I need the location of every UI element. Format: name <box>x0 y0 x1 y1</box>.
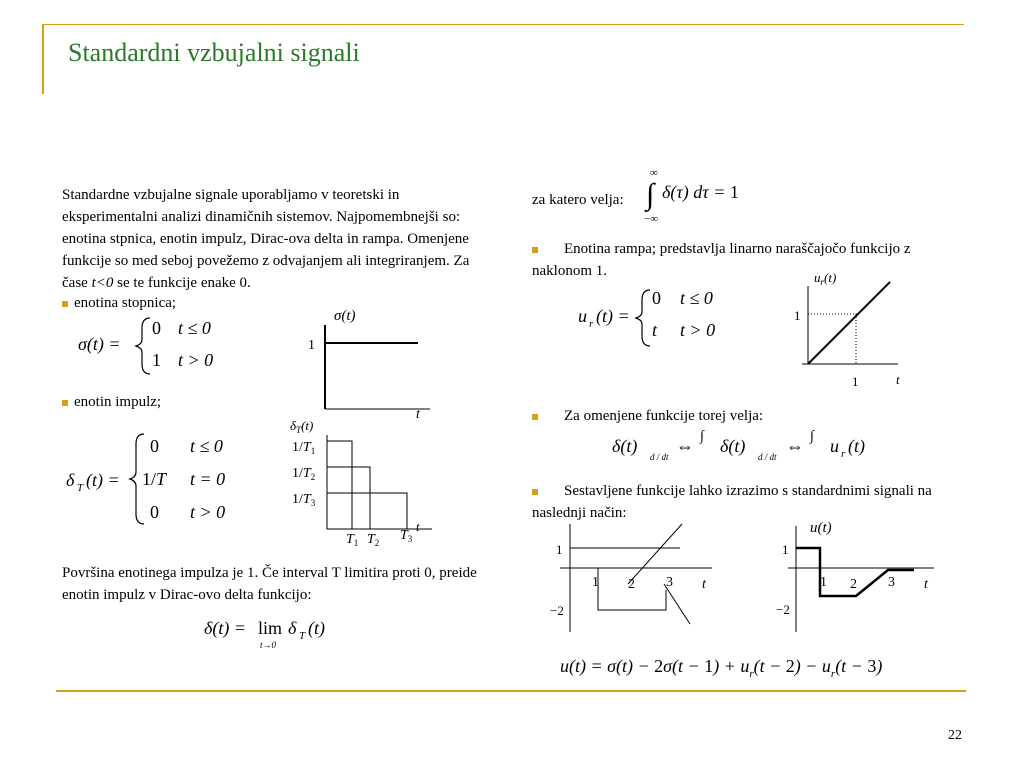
svg-text:0: 0 <box>652 288 661 308</box>
delta-limit-formula <box>200 612 350 652</box>
step-graph <box>300 305 440 420</box>
svg-text:t: t <box>924 577 928 592</box>
area-paragraph: Površina enotinega impulza je 1. Če interval T limitira proti 0, preide enotin impulz v Dirac-ovo delta funkcijo: <box>62 565 477 603</box>
svg-text:δ(t): δ(t) <box>612 436 638 456</box>
svg-text:t: t <box>652 320 658 340</box>
svg-text:1: 1 <box>820 575 827 590</box>
step-definition <box>72 312 252 376</box>
svg-text:0: 0 <box>150 502 159 522</box>
svg-text:(t): (t) <box>848 436 865 456</box>
intro-end: se te funkcije enake 0. <box>117 275 251 291</box>
ramp-definition <box>576 284 746 348</box>
square-bullet-icon <box>532 247 538 253</box>
accent-bottom-rule <box>56 690 966 692</box>
svg-text:1: 1 <box>556 542 563 557</box>
svg-text:⇔: ⇔ <box>676 436 694 456</box>
intro-text: Standardne vzbujalne signale uporabljamo v teoretski in eksperimentalni analizi dinamičnih sistemov. Najpomembnejši so: enotina stpnica, enotin impulz, Dirac-ova delta in rampa. Omenjene funkcije so med seboj povežemo z odvajanjem ali integriranjem. Za čase <box>62 187 470 291</box>
svg-text:−2: −2 <box>776 602 790 617</box>
svg-text:t > 0: t > 0 <box>190 502 226 522</box>
svg-text:(t): (t) <box>308 618 325 638</box>
impulse-graph <box>282 415 442 555</box>
svg-text:r: r <box>841 448 846 460</box>
svg-text:3: 3 <box>888 575 895 590</box>
svg-text:d / dt: d / dt <box>758 452 777 462</box>
svg-text:1/T3: $1/T_3$ <box>292 492 316 508</box>
svg-text:1/T1: $1/T_1$ <box>292 440 316 456</box>
impulse-definition <box>62 428 262 528</box>
svg-text:2: 2 <box>628 577 635 592</box>
svg-text:d / dt: d / dt <box>650 452 669 462</box>
svg-text:t ≤ 0: t ≤ 0 <box>178 318 211 338</box>
svg-text:t ≤ 0: t ≤ 0 <box>190 436 223 456</box>
svg-text:−2: −2 <box>550 603 564 618</box>
svg-text:σ(t) =: σ(t) = <box>78 334 121 354</box>
svg-text:0: 0 <box>152 318 161 338</box>
svg-text:δ(t): δ(t) <box>720 436 746 456</box>
svg-text:∫: ∫ <box>810 429 814 444</box>
svg-text:(t) =: (t) = <box>596 306 630 326</box>
svg-text:⇔: ⇔ <box>786 436 804 456</box>
za-katero-label: za katero velja: <box>532 192 624 208</box>
svg-text:u(t): u(t) <box>810 520 832 536</box>
svg-text:T2: $T_2$ <box>367 532 380 548</box>
svg-text:1: 1 <box>794 308 801 323</box>
square-bullet-icon <box>62 400 68 406</box>
svg-text:t = 0: t = 0 <box>190 469 226 489</box>
svg-text:t→0: t→0 <box>260 640 277 650</box>
svg-text:T1: $T_1$ <box>346 532 359 548</box>
svg-text:1: 1 <box>782 542 789 557</box>
svg-text:∫: ∫ <box>700 429 704 444</box>
intro-t-lt-0: t<0 <box>91 275 114 291</box>
svg-text:t > 0: t > 0 <box>680 320 716 340</box>
square-bullet-icon <box>532 489 538 495</box>
svg-text:−∞: −∞ <box>644 213 659 225</box>
intro-paragraph <box>62 184 492 294</box>
svg-text:δT(t): $\delta_T(t)$ <box>290 418 314 435</box>
relation-formula <box>612 424 892 468</box>
svg-text:δ: δ <box>288 618 297 638</box>
svg-text:1: 1 <box>852 374 859 389</box>
svg-text:0: 0 <box>150 436 159 456</box>
delta-integral-formula <box>640 162 770 226</box>
svg-text:T3: $T_3$ <box>400 528 413 544</box>
accent-top-rule <box>42 24 964 25</box>
bullet-relation-label: Za omenjene funkcije torej velja: <box>564 408 764 424</box>
bullet-composite-label: Sestavljene funkcije lahko izrazimo s standardnimi signali na naslednji način: <box>532 483 932 521</box>
svg-text:1: 1 <box>308 338 315 353</box>
bullet-impulse-label: enotin impulz; <box>74 394 162 410</box>
svg-text:σ(t): σ(t) <box>334 308 356 324</box>
composite-components-graph <box>546 520 726 638</box>
accent-vertical-bar <box>42 24 44 94</box>
composite-formula <box>560 652 940 682</box>
svg-text:T: T <box>299 630 306 642</box>
svg-text:1/T: 1/T <box>142 469 167 489</box>
svg-text:lim: lim <box>258 618 283 638</box>
svg-text:u: u <box>578 306 587 326</box>
svg-text:u: u <box>830 436 839 456</box>
svg-text:u(t) = σ(t) − 2σ(t − 1) + ur(t: $u(t) = \sigma(t) - 2\sigma(t - 1) + u_r(t - 2) - u_r(t - 3)$ <box>560 656 883 680</box>
svg-text:t: t <box>702 577 706 592</box>
slide-title: Standardni vzbujalni signali <box>68 38 360 67</box>
ramp-graph <box>786 268 916 392</box>
svg-text:1: 1 <box>592 575 599 590</box>
svg-text:t: t <box>416 407 420 420</box>
svg-text:T: T <box>77 482 84 494</box>
bullet-step-label: enotina stopnica; <box>74 295 177 311</box>
svg-text:2: 2 <box>850 577 857 592</box>
svg-text:r: r <box>589 318 594 330</box>
svg-text:1/T2: $1/T_2$ <box>292 466 316 482</box>
svg-text:t > 0: t > 0 <box>178 350 214 370</box>
bullet-impulse <box>62 391 161 413</box>
svg-text:δ(t) =: δ(t) = <box>204 618 247 638</box>
bullet-ramp-label: Enotina rampa; predstavlja linarno naraščajočo funkcijo z naklonom 1. <box>532 241 911 279</box>
page-number: 22 <box>948 728 962 743</box>
svg-text:1: 1 <box>152 350 161 370</box>
svg-text:(t) =: (t) = <box>86 470 120 490</box>
composite-result-graph <box>774 516 944 638</box>
svg-text:t ≤ 0: t ≤ 0 <box>680 288 713 308</box>
svg-text:t: t <box>416 519 420 534</box>
svg-text:t: t <box>896 372 900 387</box>
svg-text:∞: ∞ <box>650 167 658 179</box>
svg-text:ur(t): $u_r(t)$ <box>814 270 837 287</box>
svg-text:δ(τ) dτ = 1: δ(τ) dτ = 1 <box>662 182 739 202</box>
square-bullet-icon <box>532 414 538 420</box>
svg-text:∫: ∫ <box>646 178 655 211</box>
svg-text:3: 3 <box>666 575 673 590</box>
square-bullet-icon <box>62 301 68 307</box>
bullet-step <box>62 292 176 314</box>
svg-text:δ: δ <box>66 470 75 490</box>
